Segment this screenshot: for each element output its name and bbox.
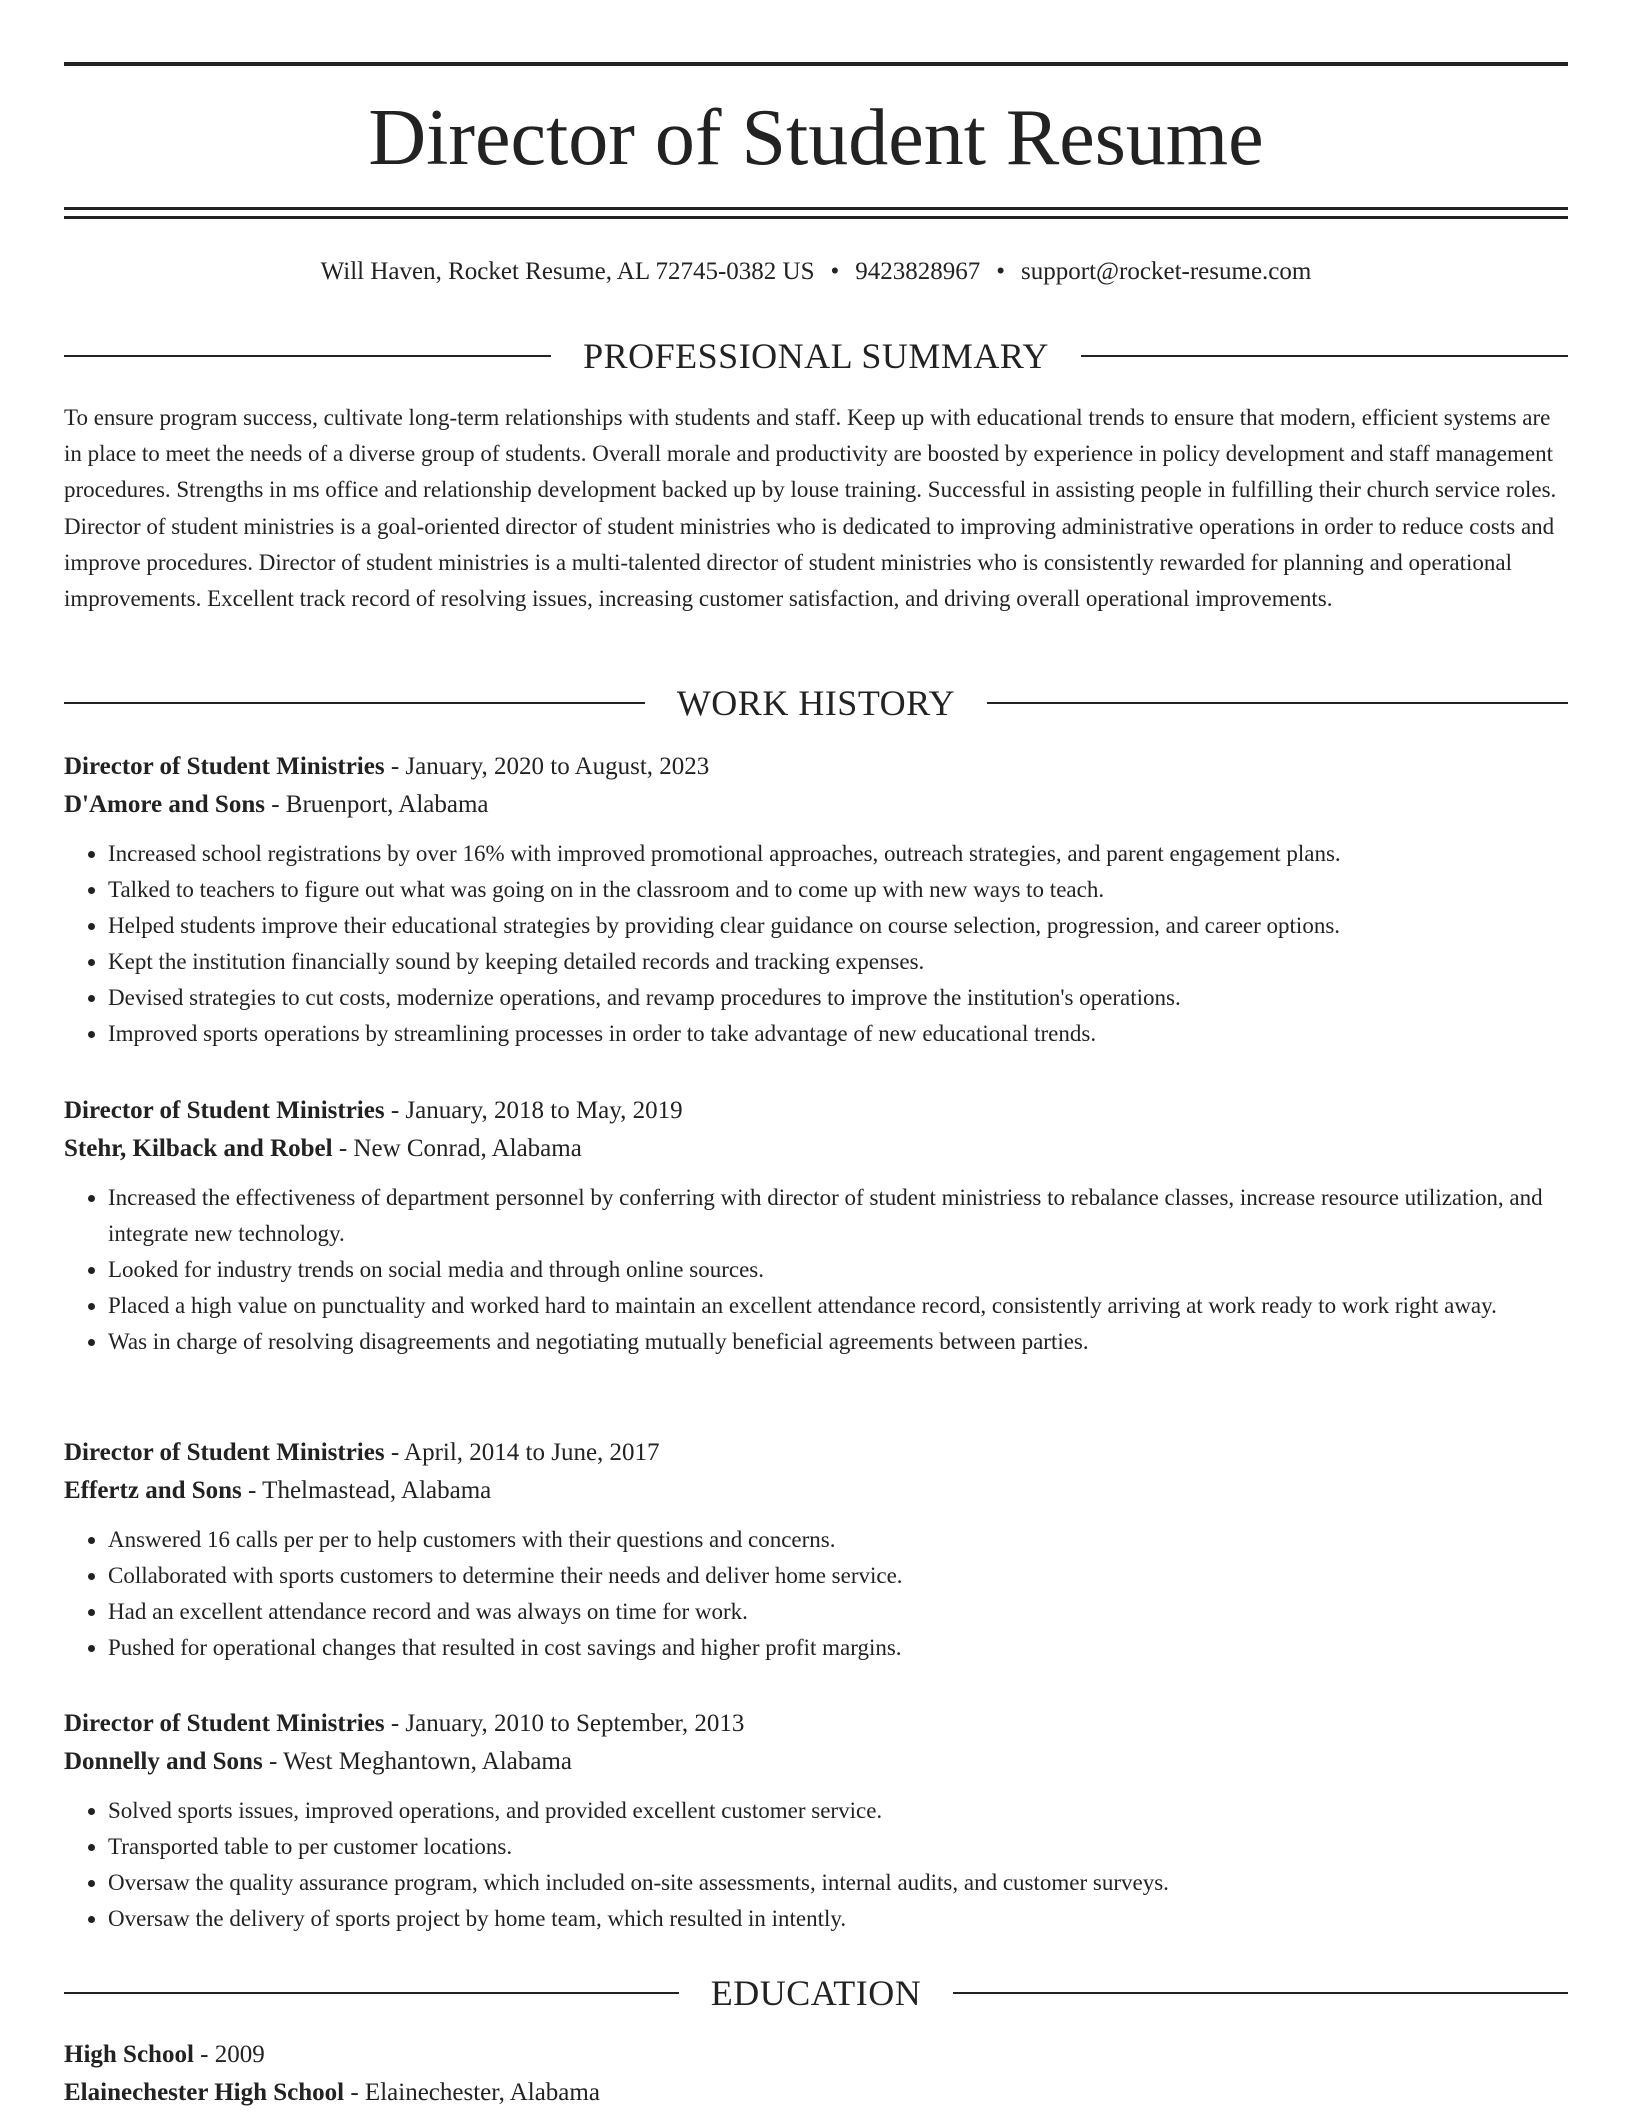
section-header-summary <box>64 334 1568 378</box>
contact-separator: • <box>996 258 1006 285</box>
job-dates: - January, 2018 to May, 2019 <box>384 1097 683 1124</box>
contact-address: Will Haven, Rocket Resume, AL 72745-0382 US <box>320 258 815 285</box>
section-rule <box>64 702 645 704</box>
job-title-line <box>64 1705 1568 1743</box>
list-item: • Transported table to per customer locations. <box>108 1829 1568 1865</box>
list-item: • Oversaw the quality assurance program, which included on-site assessments, internal audits, and customer surveys. <box>108 1865 1568 1901</box>
job-dates: - April, 2014 to June, 2017 <box>384 1439 660 1466</box>
job-dates: - January, 2010 to September, 2013 <box>384 1710 745 1737</box>
list-item: • Had an excellent attendance record and was always on time for work. <box>108 1594 1568 1630</box>
job-company-line <box>64 786 1568 824</box>
job-company: D'Amore and Sons <box>64 791 265 818</box>
education-year: - 2009 <box>193 2041 265 2068</box>
section-rule <box>64 1992 679 1994</box>
resume-title: Director of Student Resume <box>368 94 1264 182</box>
section-title-work: WORK HISTORY <box>676 683 956 723</box>
contact-separator: • <box>830 258 840 285</box>
contact-line <box>64 254 1568 290</box>
section-rule <box>953 1992 1568 1994</box>
section-rule <box>64 355 551 357</box>
list-item: • Pushed for operational changes that resulted in cost savings and higher profit margins. <box>108 1630 1568 1666</box>
job-company: Donnelly and Sons <box>64 1748 263 1775</box>
job-entry <box>64 1092 1568 1360</box>
list-item: • Oversaw the delivery of sports project by home team, which resulted in intently. <box>108 1901 1568 1937</box>
list-item: • Was in charge of resolving disagreements and negotiating mutually beneficial agreements between parties. <box>108 1324 1568 1360</box>
section-rule <box>987 702 1568 704</box>
list-item: • Looked for industry trends on social media and through online sources. <box>108 1252 1568 1288</box>
section-rule <box>1081 355 1568 357</box>
list-item: • Talked to teachers to figure out what was going on in the classroom and to come up with new ways to teach. <box>108 872 1568 908</box>
list-item: • Placed a high value on punctuality and worked hard to maintain an excellent attendance record, consistently arriving at work ready to work right away. <box>108 1288 1568 1324</box>
list-item: • Answered 16 calls per per to help customers with their questions and concerns. <box>108 1522 1568 1558</box>
job-title-line <box>64 748 1568 786</box>
job-location: - West Meghantown, Alabama <box>262 1748 572 1775</box>
job-title: Director of Student Ministries <box>64 1710 385 1737</box>
job-dates: - January, 2020 to August, 2023 <box>384 753 710 780</box>
job-location: - Bruenport, Alabama <box>264 791 489 818</box>
section-title-summary: PROFESSIONAL SUMMARY <box>583 336 1049 376</box>
job-title-line <box>64 1434 1568 1472</box>
section-header-education <box>64 1971 1568 2015</box>
contact-phone: 9423828967 <box>855 258 981 285</box>
job-company-line <box>64 1130 1568 1168</box>
section-title-education: EDUCATION <box>710 1973 922 2013</box>
list-item: • Improved sports operations by streamlining processes in order to take advantage of new educational trends. <box>108 1016 1568 1052</box>
contact-email: support@rocket-resume.com <box>1021 258 1312 285</box>
education-entry <box>64 2036 1568 2112</box>
job-title: Director of Student Ministries <box>64 753 385 780</box>
job-entry <box>64 1705 1568 1937</box>
job-bullets <box>64 1180 1568 1360</box>
summary-text: To ensure program success, cultivate long-term relationships with students and staff. Keep up with educational trends to ensure that modern, efficient systems are in place to meet the needs of a diverse group of students. Overall morale and productivity are boosted by experience in policy development and staff management procedures. Strengths in ms office and relationship development backed up by louse training. Successful in assisting people in fulfilling their church service roles. Director of student ministries is a goal-oriented director of student ministries who is dedicated to improving administrative operations in order to reduce costs and improve procedures. Director of student ministries is a multi-talented director of student ministries who is consistently rewarded for planning and operational improvements. Excellent track record of resolving issues, increasing customer satisfaction, and driving overall operational improvements. <box>64 405 1557 612</box>
list-item: • Solved sports issues, improved operations, and provided excellent customer service. <box>108 1793 1568 1829</box>
job-bullets <box>64 836 1568 1052</box>
job-entry <box>64 748 1568 1052</box>
education-location: - Elainechester, Alabama <box>344 2079 600 2106</box>
job-company: Effertz and Sons <box>64 1477 242 1504</box>
education-degree-line <box>64 2036 1568 2074</box>
job-company-line <box>64 1743 1568 1781</box>
education-school-line <box>64 2074 1568 2112</box>
top-rule <box>64 62 1568 66</box>
job-title: Director of Student Ministries <box>64 1439 385 1466</box>
list-item: • Devised strategies to cut costs, modernize operations, and revamp procedures to improve the institution's operations. <box>108 980 1568 1016</box>
list-item: • Kept the institution financially sound by keeping detailed records and tracking expenses. <box>108 944 1568 980</box>
section-header-work <box>64 681 1568 725</box>
job-bullets <box>64 1793 1568 1937</box>
job-title-line <box>64 1092 1568 1130</box>
job-entry <box>64 1434 1568 1666</box>
education-school: Elainechester High School <box>64 2079 345 2106</box>
list-item: • Collaborated with sports customers to determine their needs and deliver home service. <box>108 1558 1568 1594</box>
job-location: - New Conrad, Alabama <box>332 1135 582 1162</box>
job-bullets <box>64 1522 1568 1666</box>
list-item: • Increased the effectiveness of department personnel by conferring with director of student ministriess to rebalance classes, increase resource utilization, and integrate new technology. <box>108 1180 1568 1252</box>
job-company: Stehr, Kilback and Robel <box>64 1135 333 1162</box>
job-title: Director of Student Ministries <box>64 1097 385 1124</box>
list-item: • Helped students improve their educational strategies by providing clear guidance on course selection, progression, and career options. <box>108 908 1568 944</box>
job-location: - Thelmastead, Alabama <box>241 1477 492 1504</box>
education-degree: High School <box>64 2041 194 2068</box>
job-company-line <box>64 1472 1568 1510</box>
list-item: • Increased school registrations by over 16% with improved promotional approaches, outreach strategies, and parent engagement plans. <box>108 836 1568 872</box>
double-rule <box>64 207 1568 219</box>
